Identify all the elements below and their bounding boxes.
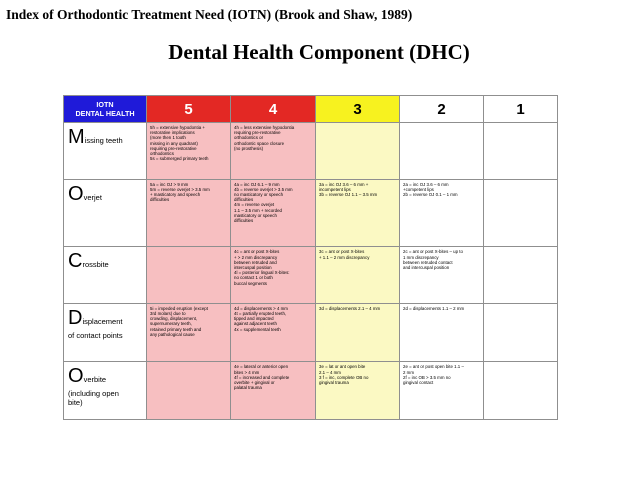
grade-5-cell [147,362,230,365]
table-row-overjet [64,179,558,247]
grade-4-cell: 4a = inc OJ 6.1 – 9 mm 4b = reverse overjet > 3.5 mm no masticatory or speech difficulties 4m = reverse overjet 1.1 – 3.5 mm + recorded masticatory or speech difficulties [234,181,293,223]
row-initial: M [68,126,85,148]
grade-3-cell: 3e = lat or ant open bite 2.1 – 4 mm 3 f = inc, complete OB no gingival trauma [319,364,369,386]
grade-2-header: 2 [400,96,484,123]
grade-4-cell: 4e = lateral or anterior open bites > 4 mm 4f = increased and complete overbite + gingival or palatal trauma [234,364,290,391]
row-label [64,303,147,362]
grade-4-cell: 4d = displacements > 4 mm 4t = partially erupted teeth, tipped and impacted against adjacent teeth 4x = supplemental teeth [234,305,288,332]
grade-4-cell: 4h = less extensive hypodontia requiring pre-restorative orthodontics or orthodontic space closure (no prosthesis) [234,125,295,151]
table-row-displacement [64,303,558,362]
row-label-rest: verjet [83,192,102,202]
row-label-rest: verbite [83,375,107,385]
grade-5-cell [147,247,230,250]
row-label [64,123,147,180]
grade-1-cell [484,247,557,250]
grade-3-cell: 3d = displacements 2.1 – 4 mm [319,305,381,311]
row-initial: D [68,306,83,329]
table-row-overbite [64,362,558,420]
grade-2-cell: 2d = displacements 1.1 – 2 mm [403,305,465,311]
row-label [64,179,147,247]
grade-1-cell [484,362,557,365]
grade-5-cell: 5i = impeded eruption (except 3rd molars) due to crowding, displacement, supernumerary teeth, retained primary teeth and any pathological cause [150,305,208,337]
grade-2-cell: 2e = ant or post open bite 1.1 – 2 mm 2f = inc OB > 3.5 mm no gingival contact [403,364,464,386]
grade-3-cell [316,123,399,126]
grade-header-row [64,96,558,123]
grade-2-cell [400,123,483,126]
grade-4-cell: 4c = ant or post X-bites + > 2 mm discrepancy between retruded and intercuspal position 4l = posterior lingual X-bites: no contact 1 or both buccal segments [234,249,290,286]
grade-1-cell [484,304,557,307]
row-label-rest: isplacement [82,316,123,326]
grade-3-header: 3 [316,96,400,123]
section-title: Dental Health Component (DHC) [168,40,470,64]
grade-5-cell: 5h = extensive hypodontia + restorative implications (more then 1 tooth missing in any quadrant) requiring pre-restorative orthodontics 5s = submerged primary teeth [150,125,209,162]
grade-4-header: 4 [231,96,316,123]
grade-3-cell: 3c = ant or post X-bites + 1.1 – 2 mm discrepancy [319,249,370,260]
row-label [64,247,147,304]
row-initial: C [68,250,83,273]
iotn-header-label: IOTN DENTAL HEALTH [64,96,147,123]
iotn-table [63,95,558,420]
header-title: Index of Orthodontic Treatment Need (IOTN) (Brook and Shaw, 1989) [6,7,413,22]
row-label-sub: of contact points [68,330,123,340]
row-label-rest: issing teeth [84,136,123,145]
grade-5-header: 5 [147,96,231,123]
grade-1-header: 1 [484,96,558,123]
grade-1-cell [484,180,557,183]
table-row-missing-teeth [64,123,558,180]
grade-1-cell [484,123,557,126]
table-row-crossbite [64,247,558,304]
row-label [64,362,147,420]
grade-2-cell: 2c = ant or post X-bites – up to 1 mm discrepancy between retruded contact and intercuspal position [403,249,463,270]
row-initial: O [68,182,84,205]
grade-5-cell: 5a = inc OJ > 9 mm 5m = reverse overjet > 3.5 mm + masticatory and speech difficulties [150,181,210,203]
row-initial: O [68,365,84,388]
grade-3-cell: 3a = inc OJ 3.6 – 6 mm + incompetent lips 3b = reverse OJ 1.1 – 3.5 mm [319,181,378,197]
grade-2-cell: 2a = inc OJ 3.6 – 6 mm +competent lips 2b = reverse OJ 0.1 – 1 mm [403,181,458,197]
row-label-sub: (including open bite) [68,389,119,408]
row-label-rest: rossbite [82,260,109,270]
